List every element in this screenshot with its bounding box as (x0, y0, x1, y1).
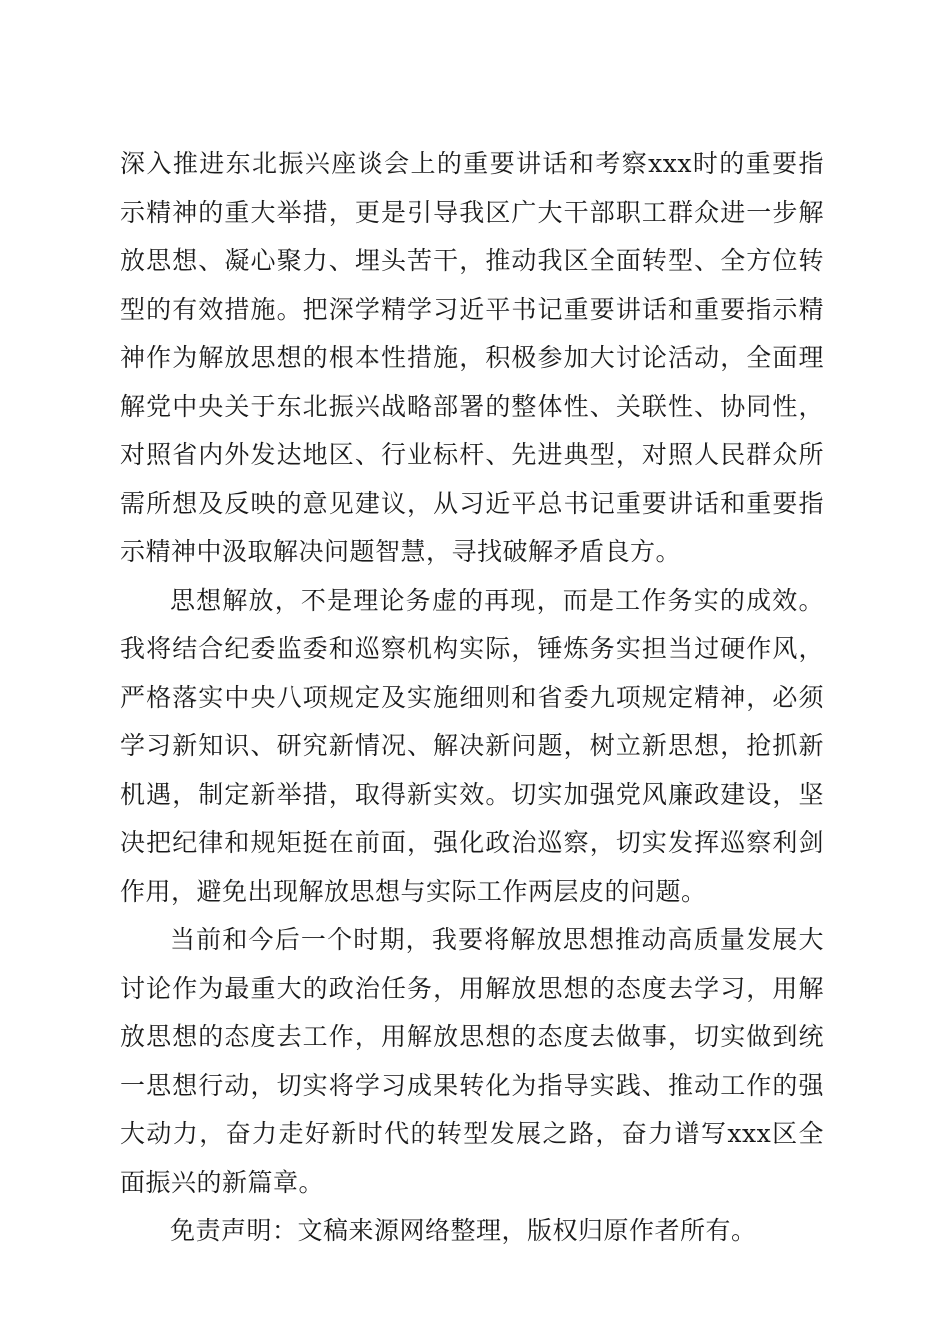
paragraph-continuation: 深入推进东北振兴座谈会上的重要讲话和考察xxx时的重要指示精神的重大举措，更是引导我区广大干部职工群众进一步解放思想、凝心聚力、埋头苦干，推动我区全面转型、全方位转型的有效措施。把深学精学习近平书记重要讲话和重要指示精神作为解放思想的根本性措施，积极参加大讨论活动，全面理解党中央关于东北振兴战略部署的整体性、关联性、协同性，对照省内外发达地区、行业标杆、先进典型，对照人民群众所需所想及反映的意见建议，从习近平总书记重要讲话和重要指示精神中汲取解决问题智慧，寻找破解矛盾良方。 (120, 149, 824, 566)
disclaimer: 免责声明：文稿来源网络整理，版权归原作者所有。 (170, 1216, 757, 1245)
document-body (120, 140, 824, 1256)
paragraph-current-period: 当前和今后一个时期，我要将解放思想推动高质量发展大讨论作为最重大的政治任务，用解放思想的态度去学习，用解放思想的态度去工作，用解放思想的态度去做事，切实做到统一思想行动，切实将学习成果转化为指导实践、推动工作的强大动力，奋力走好新时代的转型发展之路，奋力谱写xxx区全面振兴的新篇章。 (120, 925, 824, 1197)
paragraph-thought-liberation: 思想解放，不是理论务虚的再现，而是工作务实的成效。我将结合纪委监委和巡察机构实际，锤炼务实担当过硬作风，严格落实中央八项规定及实施细则和省委九项规定精神，必须学习新知识、研究新情况、解决新问题，树立新思想，抢抓新机遇，制定新举措，取得新实效。切实加强党风廉政建设，坚决把纪律和规矩挺在前面，强化政治巡察，切实发挥巡察利剑作用，避免出现解放思想与实际工作两层皮的问题。 (120, 585, 824, 906)
